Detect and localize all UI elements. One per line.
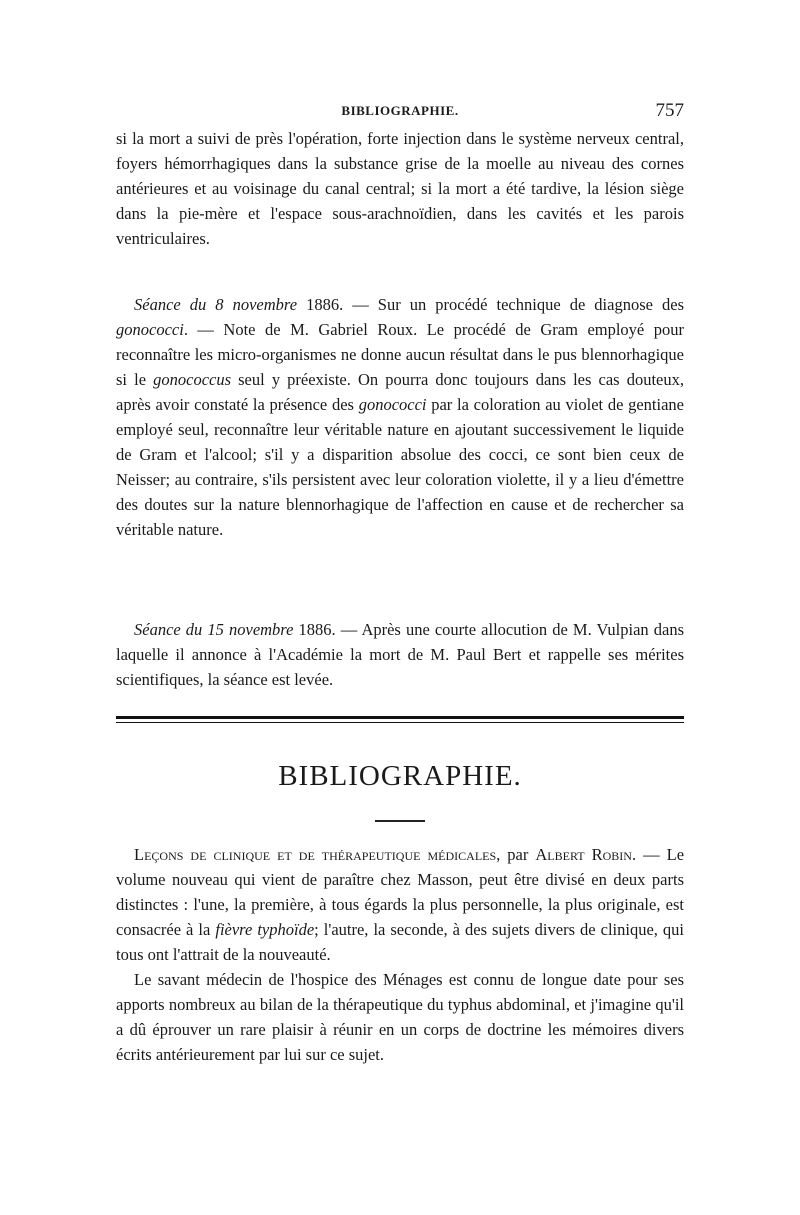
continuation-paragraph: [116, 126, 684, 251]
term-fievre-typhoide: fièvre typhoïde: [215, 920, 315, 939]
running-head: [116, 100, 684, 122]
short-divider: [375, 820, 425, 822]
continuation-text: si la mort a suivi de près l'opération, forte injection dans le système nerveux central, foyers hémorrhagiques dans la substance grise de la moelle au niveau des cornes antérieures et au voisinage du canal central; si la mort a été tardive, la lésion siège dans la pie-mère et l'espace sous-arachnoïdien, dans les cavités et les parois ventriculaires.: [116, 129, 684, 248]
bibliography-paragraph-2: Le savant médecin de l'hospice des Ménages est connu de longue date pour ses apports nombreux au bilan de la thérapeutique du typhus abdominal, et j'imagine qu'il a dû éprouver un rare plaisir à réunir en un corps de doctrine les mémoires divers écrits antérieurement par lui sur ce sujet.: [116, 970, 684, 1064]
term-gonococci: gonococci: [116, 320, 184, 339]
term-gonococci-2: gonococci: [358, 395, 427, 414]
page-number: 757: [655, 100, 684, 121]
section-divider: [116, 716, 684, 723]
bibliography-entry: Leçons de clinique et de thérapeutique médicales, par Albert Robin. — Le volume nouveau qui vient de paraître chez Masson, peut être divisé en deux parts distinctes : l'une, la première, à tous égards la plus personnelle, la plus originale, est consacrée à la fièvre typhoïde; l'autre, la seconde, à des sujets divers de clinique, qui tous ont l'attrait de la nouveauté. Le savant médecin de l'hospice des Ménages est connu de longue date pour ses apports nombreux au bilan de la thérapeutique du typhus abdominal, et j'imagine qu'il a dû éprouver un rare plaisir à réunir en un corps de doctrine les mémoires divers écrits antérieurement par lui sur ce sujet.: [116, 842, 684, 1067]
term-gonococcus: gonococcus: [153, 370, 232, 389]
seance-15-paragraph: Séance du 15 novembre 1886. — Après une courte allocution de M. Vulpian dans laquelle il annonce à l'Académie la mort de M. Paul Bert et rappelle ses mérites scientifiques, la séance est levée.: [116, 620, 685, 689]
seance-15-date: Séance du 15 novembre: [134, 620, 294, 639]
entry-author: Albert Robin.: [535, 845, 637, 864]
seance-8-date: Séance du 8 novembre: [134, 295, 298, 314]
running-title: BIBLIOGRAPHIE.: [341, 103, 459, 118]
seance-8-paragraph: Séance du 8 novembre 1886. — Sur un procédé technique de diagnose des gonococci. — Note de M. Gabriel Roux. Le procédé de Gram employé pour reconnaître les micro-organismes ne donne aucun résultat dans le pus blennorhagique si le gonococcus seul y préexiste. On pourra donc toujours dans les cas douteux, après avoir constaté la présence des gonococci par la coloration au violet de gentiane employé seul, reconnaître leur véritable nature en ajoutant successivement le liquide de Gram et l'alcool; s'il y a disparition absolue des cocci, ce sont bien ceux de Neisser; au contraire, s'ils persistent avec leur coloration violette, il y a lieu d'émettre des doutes sur la nature blennorhagique de l'affection en cause et de rechercher sa véritable nature.: [116, 295, 684, 539]
section-title: BIBLIOGRAPHIE.: [278, 760, 522, 792]
entry-title: Leçons de clinique et de thérapeutique médicales,: [134, 845, 501, 864]
